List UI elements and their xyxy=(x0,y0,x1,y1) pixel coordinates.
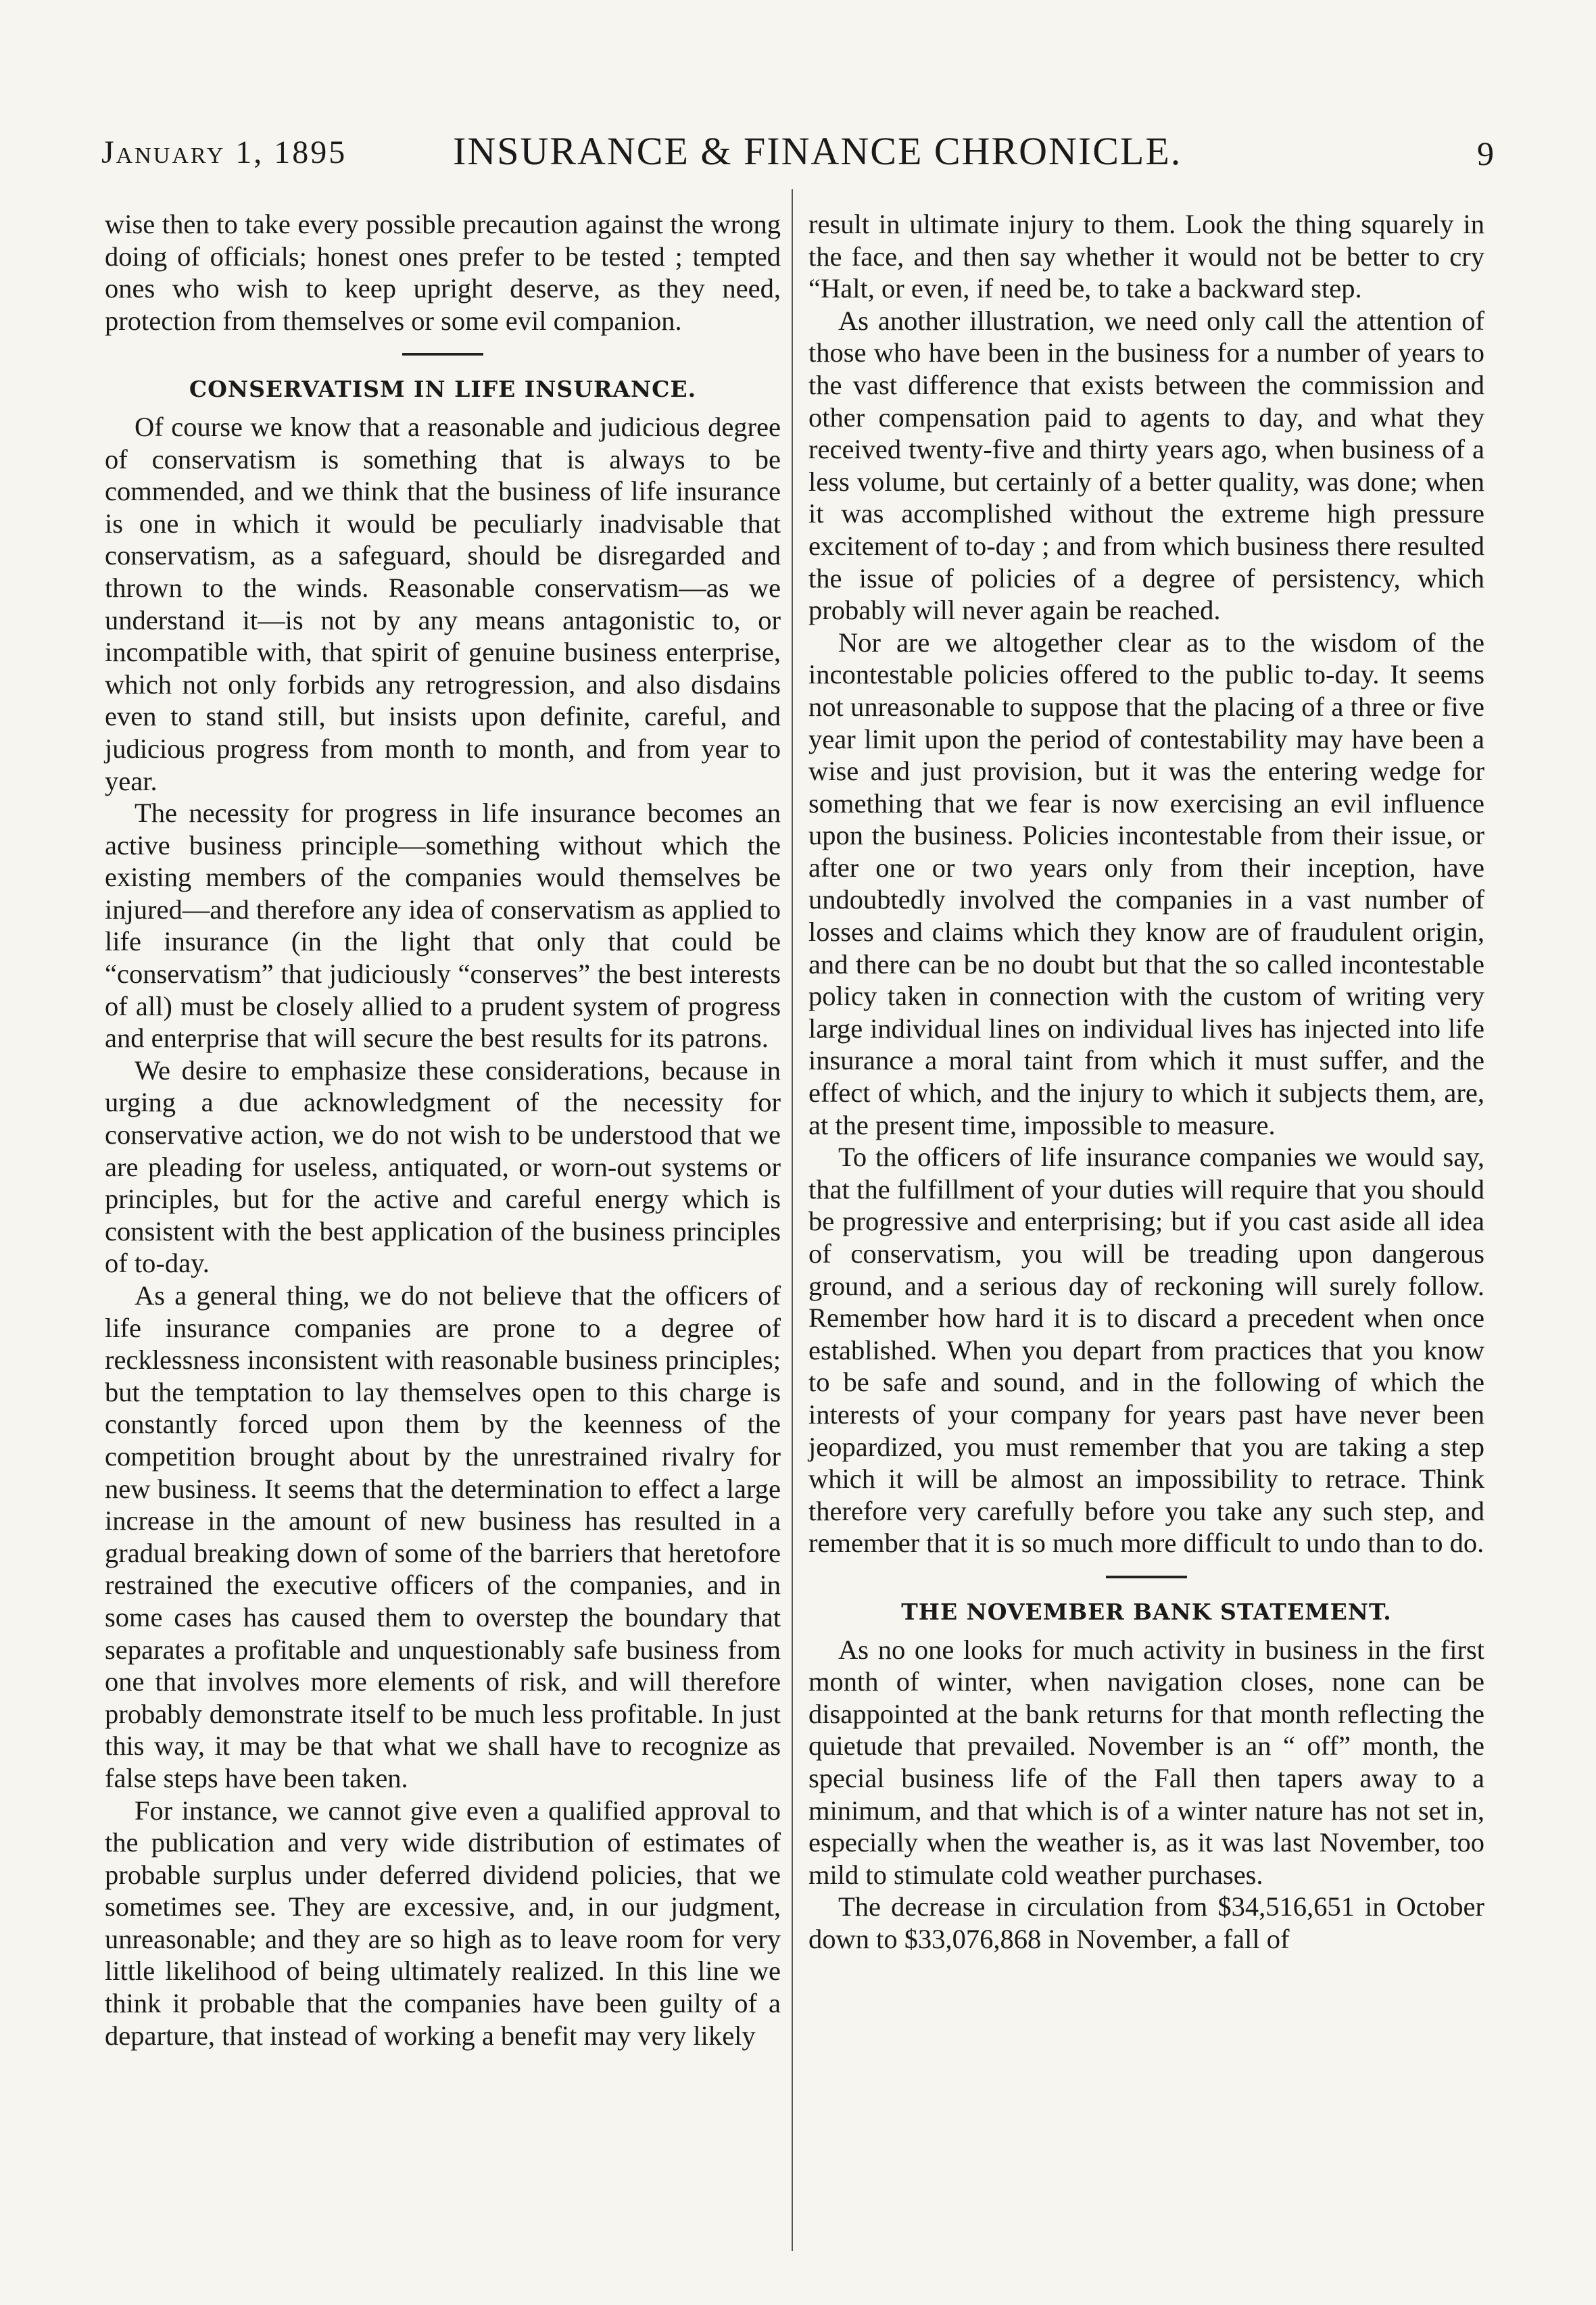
paragraph: The decrease in circulation from $34,516,651 in October down to $33,076,868 in November, a fall of xyxy=(808,1891,1484,1954)
column-divider xyxy=(792,189,793,2251)
header-date: January 1, 1895 xyxy=(101,135,347,170)
paragraph: Of course we know that a reasonable and judicious degree of conservatism is something that is always to be commended, and we think that the business of life insurance is one in which it would be peculiarly inadvisable that conservatism, as a safeguard, should be disregarded and thrown to the winds. Reasonable conservatism—as we understand it—is not by any means antagonistic to, or incompatible with, that spirit of genuine business enterprise, which not only forbids any retrogression, and also disdains even to stand still, but insists upon definite, careful, and judicious progress from month to month, and from year to year. xyxy=(105,411,781,796)
paragraph: Nor are we altogether clear as to the wisdom of the incontestable policies offered to the public to-day. It seems not unreasonable to suppose that the placing of a three or five year limit upon the period of contestability may have been a wise and just provision, but it was the entering wedge for something that we fear is now exercising an evil influence upon the business. Policies incontestable from their issue, or after one or two years only from their inception, have undoubtedly involved the companies in a vast number of losses and claims which they know are of fraudulent origin, and there can be no doubt but that the so called incontestable policy taken in connection with the custom of writing very large individual lines on individual lives has injected into life insurance a moral taint from which it must suffer, and the effect of which, and the injury to which it subjects them, are, at the present time, impossible to measure. xyxy=(808,627,1484,1140)
section-title-conservatism: CONSERVATISM IN LIFE INSURANCE. xyxy=(189,376,697,403)
paragraph: As a general thing, we do not believe that the officers of life insurance companies are prone to a degree of recklessness inconsistent with reasonable business principles; but the temptation to lay themselves open to this charge is constantly forced upon them by the keenness of the competition brought about by the unrestrained rivalry for new business. It seems that the determination to effect a large increase in the amount of new business has resulted in a gradual breaking down of some of the barriers that heretofore restrained the executive officers of the companies, and in some cases has caused them to overstep the boundary that separates a profitable and unquestionably safe business from one that involves more elements of risk, and will therefore probably demonstrate itself to be much less profitable. In just this way, it may be that what we shall have to recognize as false steps have been taken. xyxy=(105,1280,781,1793)
paragraph: As another illustration, we need only call the attention of those who have been in the business for a number of years to the vast difference that exists between the commission and other compensation paid to agents to day, and what they received twenty-five and thirty years ago, when business of a less volume, but certainly of a better quality, was done; when it was accomplished without the extreme high pressure excitement of to-day ; and from which business there resulted the issue of policies of a degree of persistency, which probably will never again be reached. xyxy=(808,305,1484,626)
continued-paragraph: wise then to take every possible precaution against the wrong doing of officials; honest ones prefer to be tested ; tempted ones who wish to keep upright deserve, as they need, protection from themselves or some evil companion. xyxy=(105,209,781,336)
publication-title: INSURANCE & FINANCE CHRONICLE. xyxy=(453,129,1182,173)
paragraph: For instance, we cannot give even a qualified approval to the publication and very wide distribution of estimates of probable surplus under deferred dividend policies, that we sometimes see. They are excessive, and, in our judgment, unreasonable; and they are so high as to leave room for very little likelihood of being ultimately realized. In this line we think it probable that the companies have been guilty of a departure, that instead of working a benefit may very likely xyxy=(105,1795,781,2051)
section-title-bank-statement: THE NOVEMBER BANK STATEMENT. xyxy=(901,1598,1392,1625)
page-header xyxy=(101,129,1494,188)
left-column xyxy=(105,208,781,2052)
page-number: 9 xyxy=(1477,135,1494,172)
paragraph: To the officers of life insurance companies we would say, that the fulfillment of your duties will require that you should be progressive and enterprising; but if you cast aside all idea of conservatism, you will be treading upon dangerous ground, and a serious day of reckoning will surely follow. Remember how hard it is to discard a precedent when once established. When you depart from practices that you know to be safe and sound, and in the following of which the interests of your company for years past have never been jeopardized, you must remember that you are taking a step which it will be almost an impossibility to retrace. Think therefore very carefully before you take any such step, and remember that it is so much more difficult to undo than to do. xyxy=(808,1142,1484,1559)
continued-paragraph: result in ultimate injury to them. Look the thing squarely in the face, and then say whether it would not be better to cry “Halt, or even, if need be, to take a backward step. xyxy=(808,209,1484,304)
section-rule xyxy=(402,353,483,356)
paragraph: The necessity for progress in life insurance becomes an active business principle—something without which the existing members of the companies would themselves be injured—and therefore any idea of conservatism as applied to life insurance (in the light that only that could be “conservatism” that judiciously “conserves” the best interests of all) must be closely allied to a prudent system of progress and enterprise that will secure the best results for its patrons. xyxy=(105,798,781,1054)
paragraph: We desire to emphasize these considerations, because in urging a due acknowledgment of the necessity for conservative action, we do not wish to be understood that we are pleading for useless, antiquated, or worn-out systems or principles, but for the active and careful energy which is consistent with the best application of the business principles of to-day. xyxy=(105,1054,781,1279)
right-column xyxy=(808,208,1484,1955)
paragraph: As no one looks for much activity in business in the first month of winter, when navigation closes, none can be disappointed at the bank returns for that month reflecting the quietude that prevailed. November is an “ off” month, the special business life of the Fall then tapers away to a minimum, and that which is of a winter nature has not set in, especially when the weather is, as it was last November, too mild to stimulate cold weather purchases. xyxy=(808,1634,1484,1890)
section-rule xyxy=(1106,1576,1187,1578)
